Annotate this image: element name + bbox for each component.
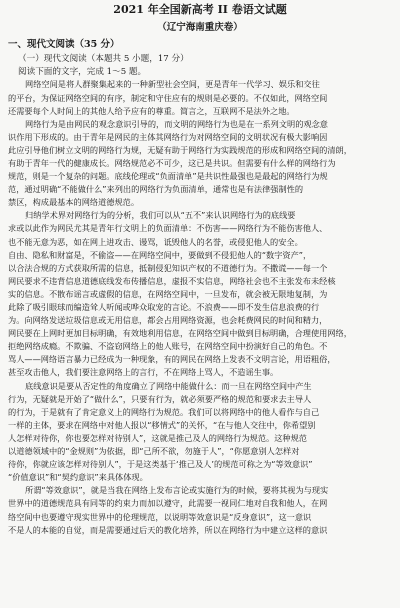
- passage-line: 范，通过明确“不能做什么”来列出的网络行为负面清单，通常也是有法律强制性的: [8, 184, 304, 195]
- passage-line: 的平台，为保证网络空间的有序，制定和守住应有的规则是必要的。不仅如此，网络空间: [8, 92, 328, 103]
- passage-line: 一样的主体，要求在网络中对他人报以“移情式”的关怀，“在与他人交往中，你希望别: [8, 419, 316, 430]
- passage-line: 网民要求不违背信息道德底线发布传播信息，虚报不实信息，网络社会也不主张发布未经核: [8, 275, 336, 286]
- subsection-heading: （一）现代文阅读（本题共 5 小题，17 分）: [18, 54, 189, 64]
- passage-line: 识作用下形成的。由于青年是网民的主体其网络行为对网络空间的文明状况有极大影响因: [8, 131, 328, 142]
- passage-line: 还需要每个人时间上的其他人给予应有的尊重。简言之，互联网不是法外之地。: [8, 105, 295, 116]
- passage-line: 为。向网络发送垃圾信息或无用信息，都会占用网络资源，也会耗费网民的时间和精力，: [8, 315, 328, 326]
- passage-line: 甚至攻击他人，我们要注意网络上的言行，不在网络上骂人，不造谣生事。: [8, 367, 279, 378]
- passage-line: 以道德领域中的“金规则”为依据，即“己所不欲，勿施于人”，“你愿意别人怎样对: [8, 446, 300, 457]
- passage-line: 底线意识是要从否定性的角度确立了网络中能做什么：而一旦在网络空间中产生: [25, 380, 312, 391]
- passage-line: 人怎样对待你，你也要怎样对待别人”，这就是推己及人的网络行为规范。这种规范: [8, 432, 307, 443]
- passage-line: 求或以此作为网民尤其是青年行文明上的负面清单：不伤害——网络行为不能伤害他人、: [8, 223, 328, 234]
- reading-instruction: 阅读下面的文字，完成 1～5 题。: [18, 66, 147, 77]
- passage-line: 实的信息。不散布谣言或虚假的信息，在网络空间中，一旦发布，就会被无限地复制，为: [8, 288, 328, 299]
- section-heading: 一、现代文阅读（35 分）: [8, 39, 120, 50]
- passage-line: 世界中的道德规范具有同等的约束力而加以遵守，此需要一视同仁地对自我和他人，在网: [8, 498, 328, 509]
- passage-line: 有助于青年一代的健康成长。网络规范必不可少，这已是共识。但需要有什么样的网络行为: [8, 157, 336, 168]
- passage-line: 归纳学术界对网络行为的分析，我们可以从“五不”来认识网络行为的底线要: [25, 210, 296, 221]
- passage-line: 不是人的本能的自觉，而是需要通过后天的教化培养，所以在网络行为中建立这样的意识: [8, 524, 328, 535]
- passage-line: 行为，无疑就是开始了“做什么”，只要有行为，就必须要严格的规范和要求去主导人: [8, 393, 312, 404]
- passage-line: 待你，你就应该怎样对待别人”，于是这类基于‘推己及人’的规范可称之为“等效意识”: [8, 459, 313, 470]
- passage-line: 网民要在上网时更加目标明确，有效地利用信息，在网络空间中做到目标明确，合理使用网络，: [8, 328, 352, 339]
- passage-line: 所谓“等效意识”，就是当我在网络上发布言论或实施行为的时候，要将其视为与现实: [25, 485, 329, 496]
- passage-line: 网络空间是将人群聚集起来的一种新型社会空间，更是青年一代学习、娱乐和交往: [25, 79, 320, 90]
- page-subtitle: （辽宁海南重庆卷）: [157, 22, 243, 33]
- passage-line: 的行为，于是就有了肯定意义上的网络行为规范。我们可以将网络中的他人看作与自己: [8, 406, 320, 417]
- passage-line: 自由、隐私和财富是，不偷盗——在网络空间中，要做到不侵犯他人的“数字资产”，: [8, 249, 312, 260]
- passage-line: 也不能无意为恶，如在网上进攻击、谩骂，诋毁他人的名誉，或侵犯他人的安全。: [8, 236, 303, 247]
- passage-line: 此应引导他们树立文明的网络行为规，无疑有助于网络行为实践规范的形成和网络空间的清朗，: [8, 144, 352, 155]
- passage-line: 此除了吸引眼球而编造耸人听闻或哗众取宠的言论。不浪费——即不发生信息浪费的行: [8, 302, 320, 312]
- passage-line: 规范，则是一个复杂的问题。底线伦理或“负面清单”是共识性最强也是最起的网络行为规: [8, 171, 328, 182]
- passage-line: “价值意识”和“契约意识”来具体体现。: [8, 472, 148, 483]
- passage-line: 以合法合规的方式获取所需的信息，抵制侵犯知识产权的不道德行为。不撒谎——每一个: [8, 262, 328, 273]
- passage-line: 禁区，构成最基本的网络道德规范。: [8, 197, 140, 208]
- passage-line: 拒绝网络成瘾。不欺骗、不盗窃网络上的他人账号，在网络空间中扮演好自己的角色。不: [8, 341, 328, 352]
- passage-line: 骂人——网络语言暴力已经成为一种现象，有的网民在网络上发表不文明言论，用语粗俗，: [8, 354, 336, 365]
- passage-line: 络空间中也要遵守现实世界中的伦理规范，以说明等效意识是“反身意识”，这一意识: [8, 511, 312, 522]
- page-title: 2021 年全国新高考 II 卷语文试题: [113, 3, 287, 16]
- passage: [8, 78, 392, 536]
- passage-line: 网络行为是由网民的观念意识引导的，而文明的网络行为也是在一系列文明的观念意: [25, 118, 328, 129]
